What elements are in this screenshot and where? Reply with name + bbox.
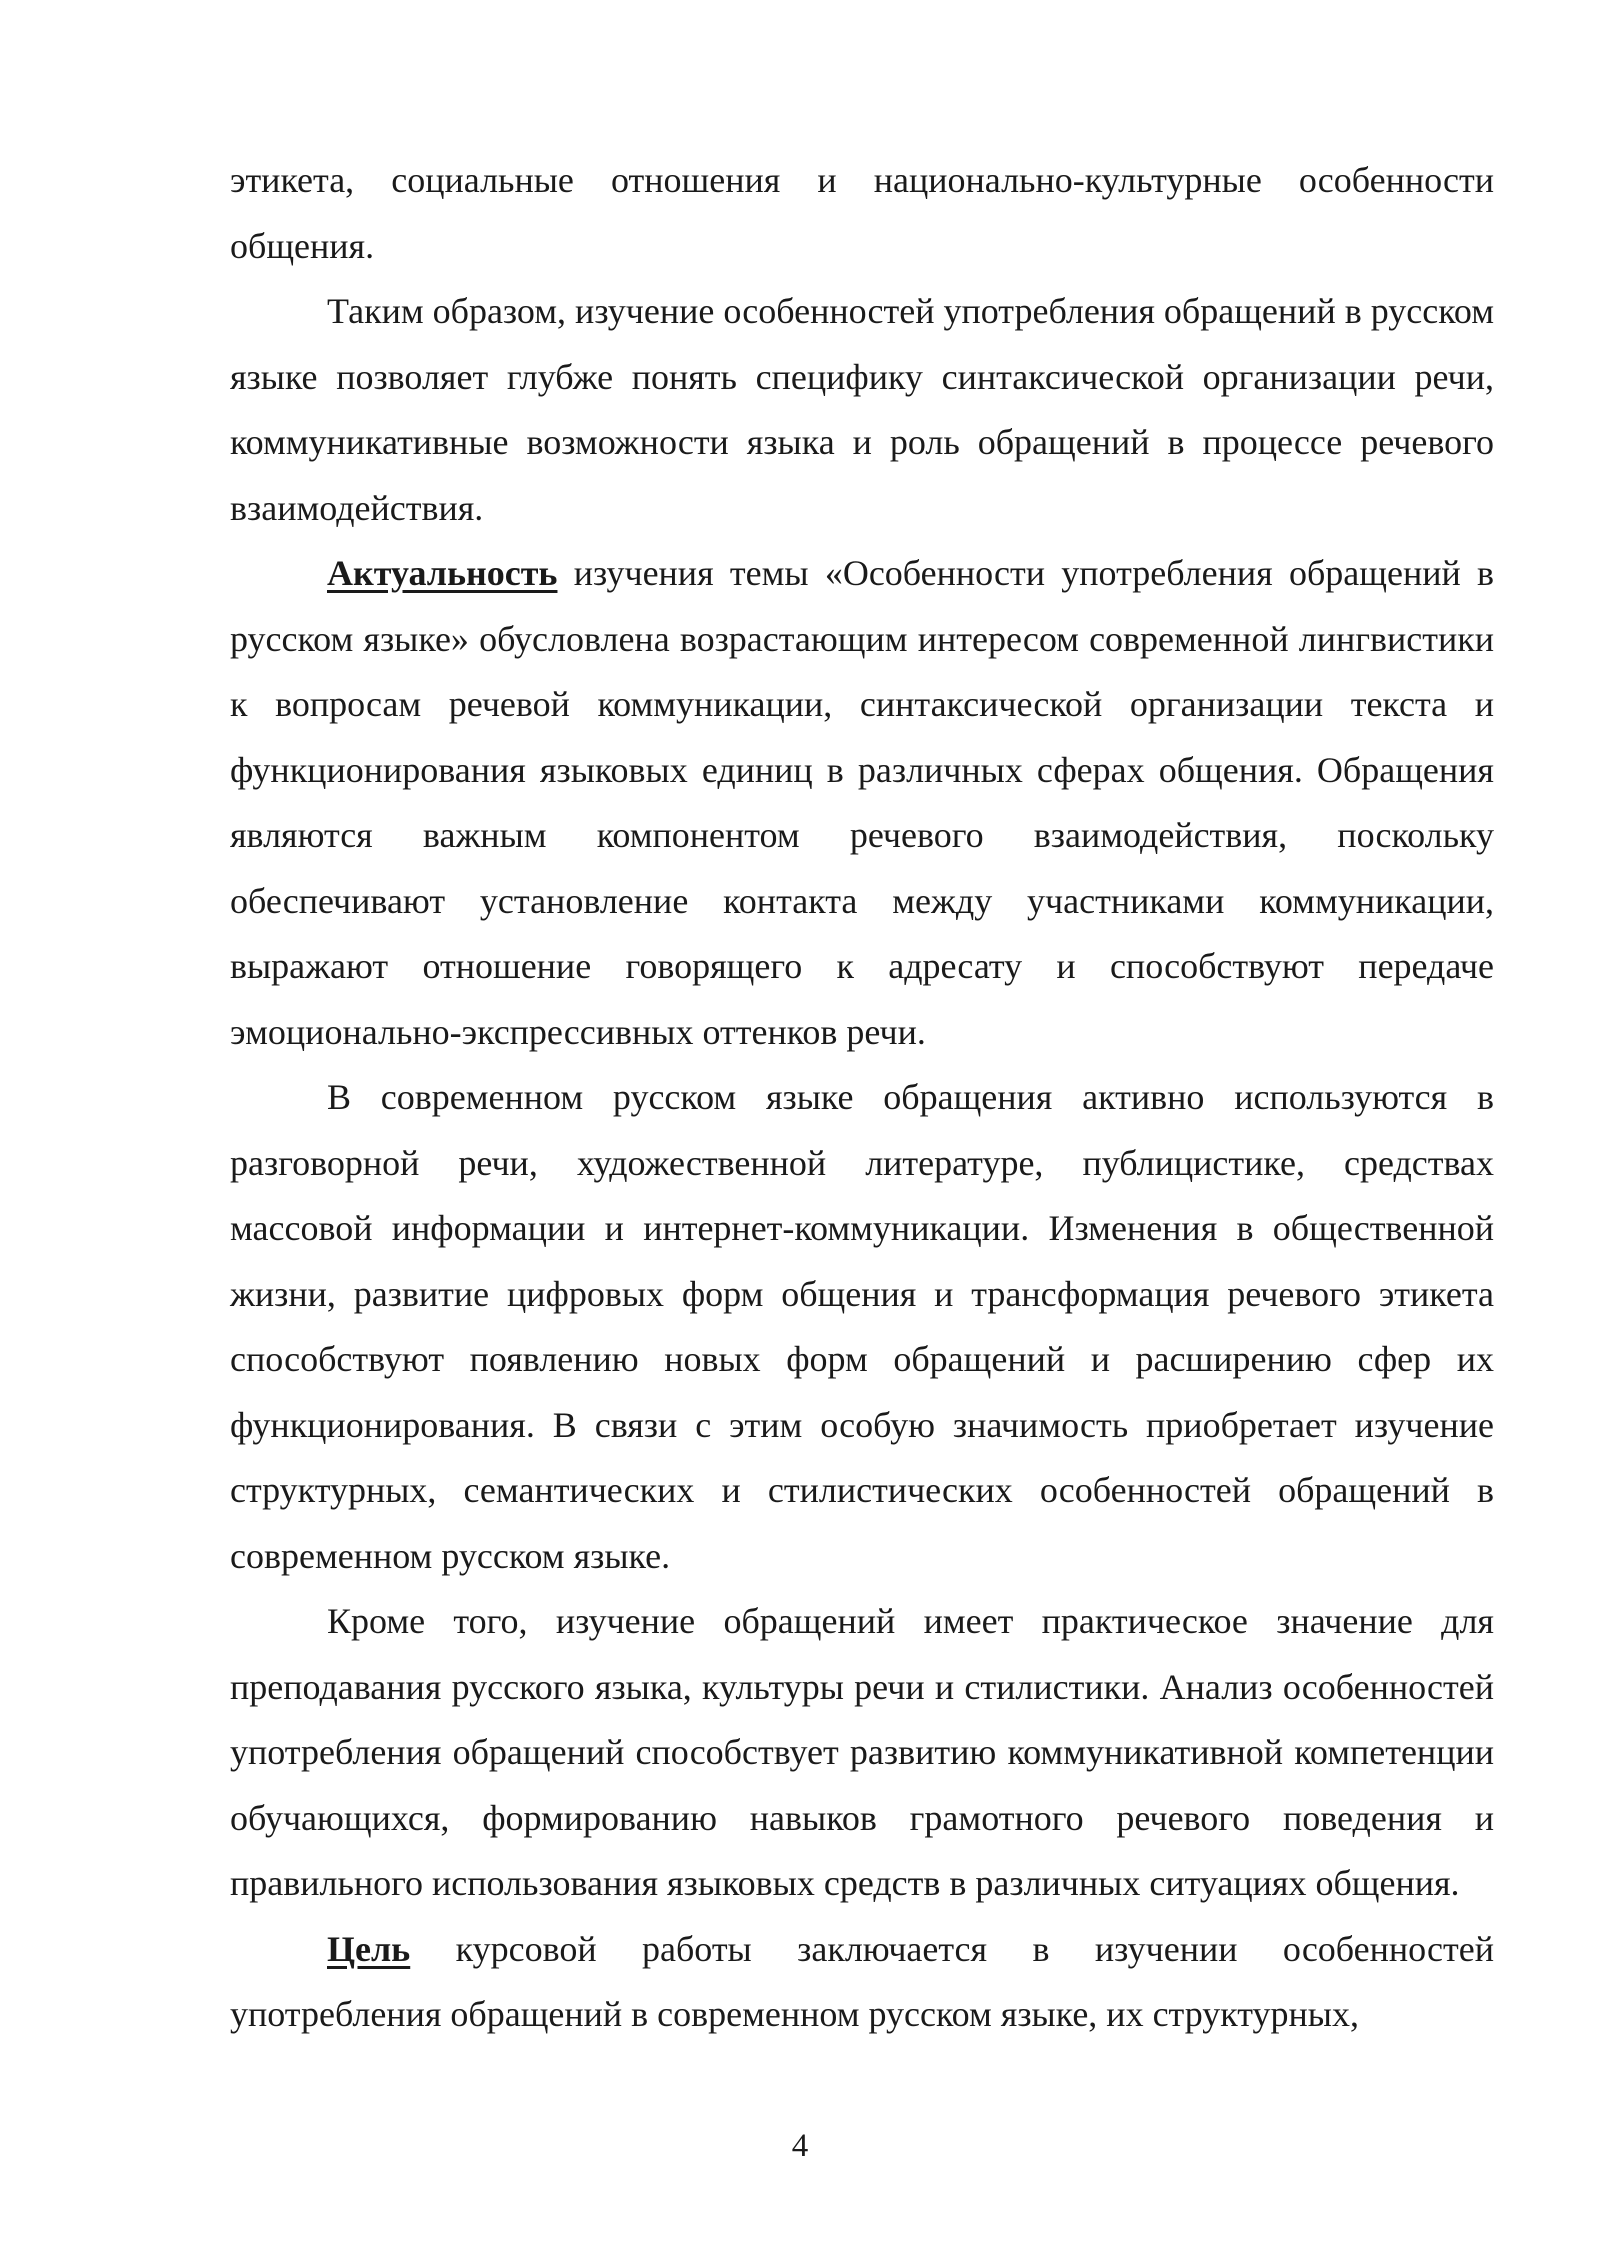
paragraph-conclusion (230, 279, 1494, 541)
paragraph-text: изучения темы «Особенности употребления обращений в русском языке» обусловлена возрастающим интересом современной лингвистики к вопросам речевой коммуникации, синтаксической организации текста и функционирования языковых единиц в различных сферах общения. Обращения являются важным компонентом речевого взаимодействия, поскольку обеспечивают установление контакта между участниками коммуникации, выражают отношение говорящего к адресату и способствуют передаче эмоционально-экспрессивных оттенков речи. (230, 553, 1494, 1052)
paragraph-text: курсовой работы заключается в изучении особенностей употребления обращений в современном русском языке, их структурных, (230, 1928, 1494, 2034)
document-page (230, 148, 1494, 2048)
paragraph-text: Кроме того, изучение обращений имеет практическое значение для преподавания русского языка, культуры речи и стилистики. Анализ особенностей употребления обращений способствует развитию коммуникативной компетенции обучающихся, формированию навыков грамотного речевого поведения и правильного использования языковых средств в различных ситуациях общения. (230, 1601, 1494, 1903)
paragraph-text: этикета, социальные отношения и национально-культурные особенности общения. (230, 160, 1494, 266)
paragraph-text: В современном русском языке обращения активно используются в разговорной речи, художественной литературе, публицистике, средствах массовой информации и интернет-коммуникации. Изменения в общественной жизни, развитие цифровых форм общения и трансформация речевого этикета способствуют появлению новых форм обращений и расширению сфер их функционирования. В связи с этим особую значимость приобретает изучение структурных, семантических и стилистических особенностей обращений в современном русском языке. (230, 1077, 1494, 1576)
paragraph-text: Таким образом, изучение особенностей употребления обращений в русском языке позволяет глубже понять специфику синтаксической организации речи, коммуникативные возможности языка и роль обращений в процессе речевого взаимодействия. (230, 291, 1494, 528)
term-goal: Цель (327, 1928, 411, 1969)
term-relevance: Актуальность (327, 553, 558, 593)
paragraph-relevance (230, 541, 1494, 1065)
paragraph-continuation (230, 148, 1494, 279)
page-number: 4 (791, 2128, 809, 2164)
paragraph-goal (230, 1917, 1494, 2048)
paragraph-modern-usage (230, 1065, 1494, 1589)
paragraph-practical-value (230, 1589, 1494, 1917)
